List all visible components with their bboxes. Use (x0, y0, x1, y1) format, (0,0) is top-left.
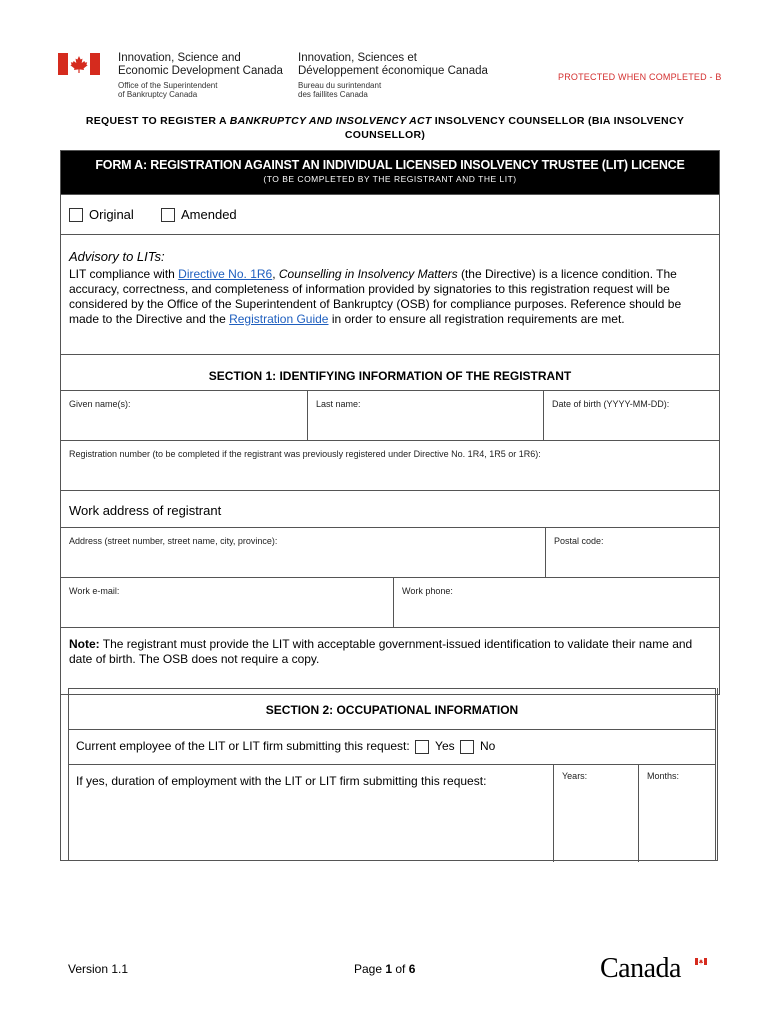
no-label: No (479, 739, 496, 753)
amended-option[interactable] (161, 206, 237, 224)
page-indicator (354, 962, 415, 976)
work-email-label: Work e-mail: (69, 586, 120, 596)
last-name-label: Last name: (316, 399, 361, 409)
registration-guide-link[interactable]: Registration Guide (229, 312, 329, 326)
date-of-birth-field[interactable] (543, 391, 719, 440)
section2-heading: SECTION 2: OCCUPATIONAL INFORMATION (265, 703, 519, 717)
advisory-block (61, 235, 719, 355)
registration-number-label: Registration number (to be completed if the registrant was previously registered under Directive No. 1R4, 1R5 or 1R6): (69, 449, 541, 459)
page-prefix: Page (354, 962, 386, 976)
no-checkbox[interactable] (460, 740, 474, 754)
postal-code-field[interactable] (545, 528, 719, 577)
directive-link[interactable]: Directive No. 1R6 (178, 267, 273, 281)
dept-fr-sub1: Bureau du surintendant (298, 81, 382, 90)
months-field[interactable] (638, 765, 715, 862)
given-names-label: Given name(s): (69, 399, 131, 409)
current-employee-label: Current employee of the LIT or LIT firm submitting this request: (76, 739, 410, 753)
address-label: Address (street number, street name, city, province): (69, 536, 278, 546)
dept-en-sub2: of Bankruptcy Canada (118, 90, 198, 99)
amended-checkbox[interactable] (161, 208, 175, 222)
frame-left-border (60, 688, 61, 860)
advisory-text-2: , (272, 267, 279, 281)
identification-note (69, 637, 709, 667)
months-label: Months: (647, 771, 680, 781)
department-name-french (298, 52, 488, 99)
form-type-row (61, 195, 719, 235)
date-of-birth-label: Date of birth (YYYY-MM-DD): (552, 399, 670, 409)
current-employee-row (69, 730, 715, 765)
current-employee-question (76, 739, 495, 754)
section1-heading: SECTION 1: IDENTIFYING INFORMATION OF THE REGISTRANT (208, 369, 572, 383)
wordmark-flag-icon (695, 958, 707, 965)
version-label: Version 1.1 (68, 962, 129, 976)
document-title (70, 114, 700, 142)
duration-question: If yes, duration of employment with the LIT or LIT firm submitting this request: (76, 774, 487, 788)
dept-en-line2: Economic Development Canada (118, 65, 283, 77)
form-subheading: (TO BE COMPLETED BY THE REGISTRANT AND THE LIT) (263, 174, 517, 184)
dept-fr-line2: Développement économique Canada (298, 65, 488, 77)
dept-fr-line1: Innovation, Sciences et (298, 52, 417, 64)
address-field[interactable] (61, 528, 545, 577)
note-label: Note: (69, 637, 100, 651)
department-name-english (118, 52, 283, 99)
original-label: Original (89, 207, 134, 222)
last-name-field[interactable] (307, 391, 544, 440)
postal-code-label: Postal code: (554, 536, 604, 546)
yes-checkbox[interactable] (415, 740, 429, 754)
years-label: Years: (562, 771, 588, 781)
amended-label: Amended (181, 207, 237, 222)
advisory-text-3: (the Directive) is a licence condition. The accuracy, correctness, and completeness of information provided by signatories to this registration request will be considered by the Office of the Superintendent of Bankruptcy (OSB) for compliance purposes. Reference should be made to the Directive and the (69, 267, 682, 326)
address-row (61, 528, 719, 578)
original-checkbox[interactable] (69, 208, 83, 222)
canada-wordmark (600, 954, 681, 984)
section2-header-row (69, 689, 715, 730)
section1-header-row (61, 355, 719, 391)
title-part1: REQUEST TO REGISTER A (85, 115, 230, 127)
title-part3: INSOLVENCY COUNSELLOR (BIA INSOLVENCY COUNSELLOR) (344, 115, 685, 141)
dept-fr-sub2: des faillites Canada (298, 90, 368, 99)
original-option[interactable] (69, 206, 134, 224)
name-row (61, 391, 719, 441)
dept-en-sub1: Office of the Superintendent (118, 81, 218, 90)
page-of: of (392, 962, 409, 976)
form-bottom-border (60, 860, 718, 861)
protected-marking: PROTECTED WHEN COMPLETED - B (558, 72, 722, 82)
work-address-heading-row (61, 491, 719, 528)
note-text: The registrant must provide the LIT with acceptable government-issued identification to validate their name and date of birth. The OSB does not require a copy. (69, 637, 693, 666)
given-names-field[interactable] (61, 391, 307, 440)
form-frame (60, 150, 720, 695)
years-field[interactable] (553, 765, 639, 862)
advisory-heading: Advisory to LITs: (69, 249, 165, 264)
form-heading-bar (61, 151, 719, 195)
work-email-field[interactable] (61, 578, 393, 627)
yes-label: Yes (435, 739, 455, 753)
work-phone-label: Work phone: (402, 586, 453, 596)
registration-number-field[interactable] (61, 441, 719, 491)
title-act-name: BANKRUPTCY AND INSOLVENCY ACT (229, 115, 432, 127)
dept-en-line1: Innovation, Science and (118, 52, 241, 64)
page-total: 6 (408, 962, 416, 976)
advisory-directive-title: Counselling in Insolvency Matters (278, 267, 458, 281)
contact-row (61, 578, 719, 628)
work-address-heading: Work address of registrant (69, 503, 222, 518)
duration-row (69, 765, 715, 862)
page-number: 1 (385, 962, 393, 976)
advisory-text-1: LIT compliance with (69, 267, 179, 281)
advisory-text-4: in order to ensure all registration requirements are met. (328, 312, 625, 326)
canada-flag-logo (58, 53, 100, 75)
frame-right-border (717, 688, 718, 860)
form-heading: FORM A: REGISTRATION AGAINST AN INDIVIDUAL LICENSED INSOLVENCY TRUSTEE (LIT) LICENCE (95, 158, 685, 172)
note-row (61, 628, 719, 694)
advisory-text (69, 267, 709, 327)
work-phone-field[interactable] (393, 578, 719, 627)
canada-wordmark-text: Canada (600, 953, 681, 984)
section2-box (68, 688, 716, 861)
